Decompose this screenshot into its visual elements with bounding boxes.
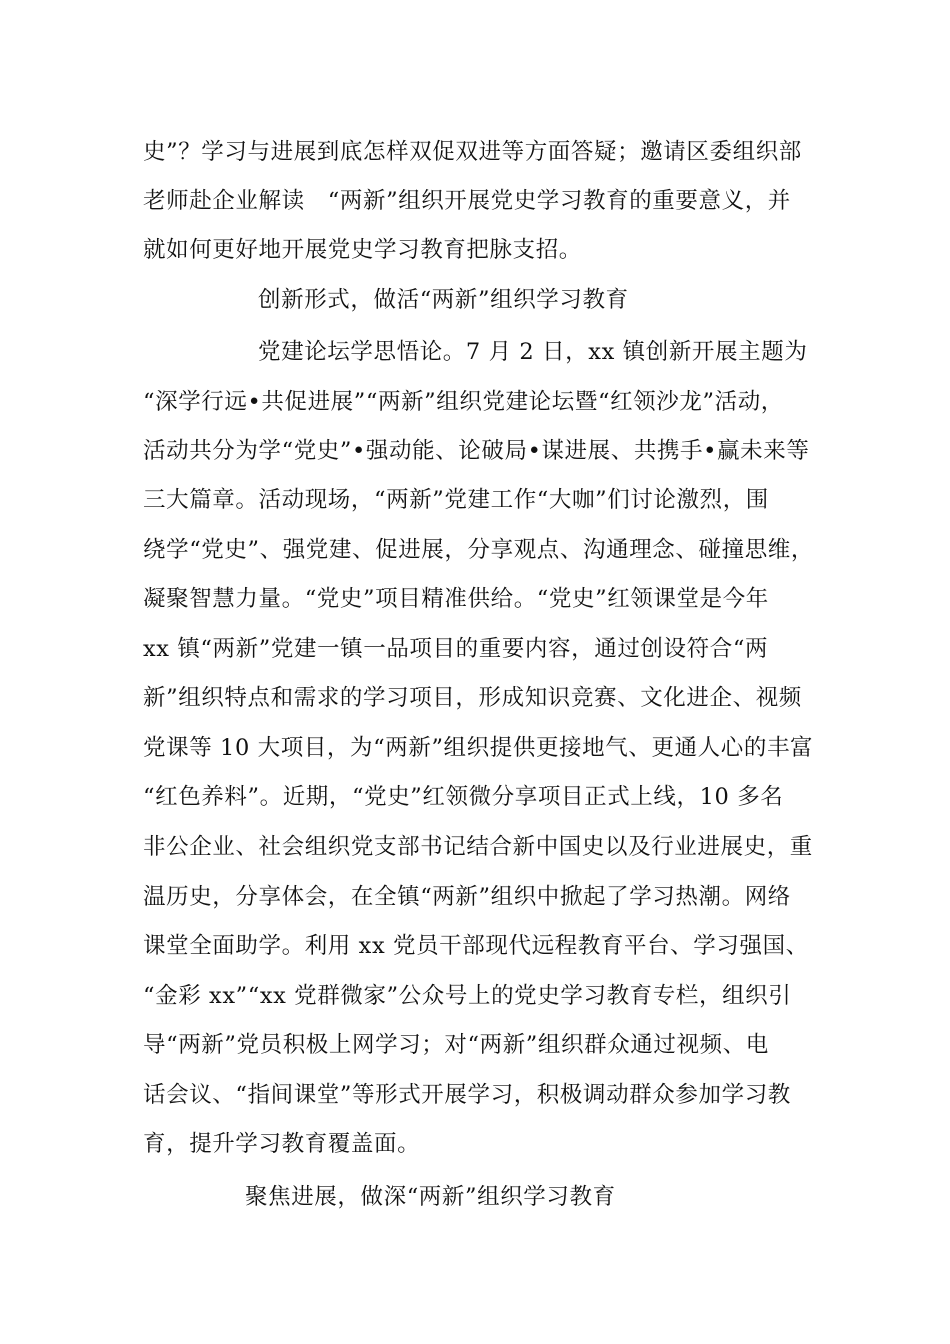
text-line: 话会议、“指间课堂”等形式开展学习，积极调动群众参加学习教 bbox=[143, 1082, 791, 1108]
text-line: 活动共分为学“党史”•强动能、论破局•谋进展、共携手•赢未来等 bbox=[143, 438, 810, 464]
text-line: 党课等 10 大项目，为“两新”组织提供更接地气、更通人心的丰富 bbox=[143, 735, 814, 761]
section-heading: 聚焦进展，做深“两新”组织学习教育 bbox=[245, 1184, 616, 1210]
text-line: 课堂全面助学。利用 xx 党员干部现代远程教育平台、学习强国、 bbox=[143, 933, 809, 959]
text-line: 老师赴企业解读 “两新”组织开展党史学习教育的重要意义，并 bbox=[143, 188, 791, 214]
text-line: 非公企业、社会组织党支部书记结合新中国史以及行业进展史，重 bbox=[143, 834, 813, 860]
text-line: 温历史，分享体会，在全镇“两新”组织中掀起了学习热潮。网络 bbox=[143, 884, 791, 910]
section-heading: 创新形式，做活“两新”组织学习教育 bbox=[258, 287, 629, 313]
text-line: 凝聚智慧力量。“党史”项目精准供给。“党史”红领课堂是今年 bbox=[143, 586, 769, 612]
text-line: 党建论坛学思悟论。7 月 2 日，xx 镇创新开展主题为 bbox=[258, 339, 808, 365]
text-line: “深学行远•共促进展”“两新”组织党建论坛暨“红领沙龙”活动， bbox=[143, 389, 784, 415]
text-line: 就如何更好地开展党史学习教育把脉支招。 bbox=[143, 237, 582, 263]
text-line: “红色养料”。近期，“党史”红领微分享项目正式上线，10 多名 bbox=[143, 784, 784, 810]
text-line: xx 镇“两新”党建一镇一品项目的重要内容，通过创设符合“两 bbox=[143, 636, 769, 662]
text-line: 三大篇章。活动现场，“两新”党建工作“大咖”们讨论激烈，围 bbox=[143, 487, 769, 513]
text-line: 导“两新”党员积极上网学习；对“两新”组织群众通过视频、电 bbox=[143, 1032, 769, 1058]
text-line: “金彩 xx”“xx 党群微家”公众号上的党史学习教育专栏，组织引 bbox=[143, 983, 792, 1009]
text-line: 史”？学习与进展到底怎样双促双进等方面答疑；邀请区委组织部 bbox=[143, 139, 802, 165]
text-line: 新”组织特点和需求的学习项目，形成知识竞赛、文化进企、视频 bbox=[143, 685, 802, 711]
text-line: 育，提升学习教育覆盖面。 bbox=[143, 1131, 421, 1157]
text-line: 绕学“党史”、强党建、促进展，分享观点、沟通理念、碰撞思维， bbox=[143, 537, 815, 563]
